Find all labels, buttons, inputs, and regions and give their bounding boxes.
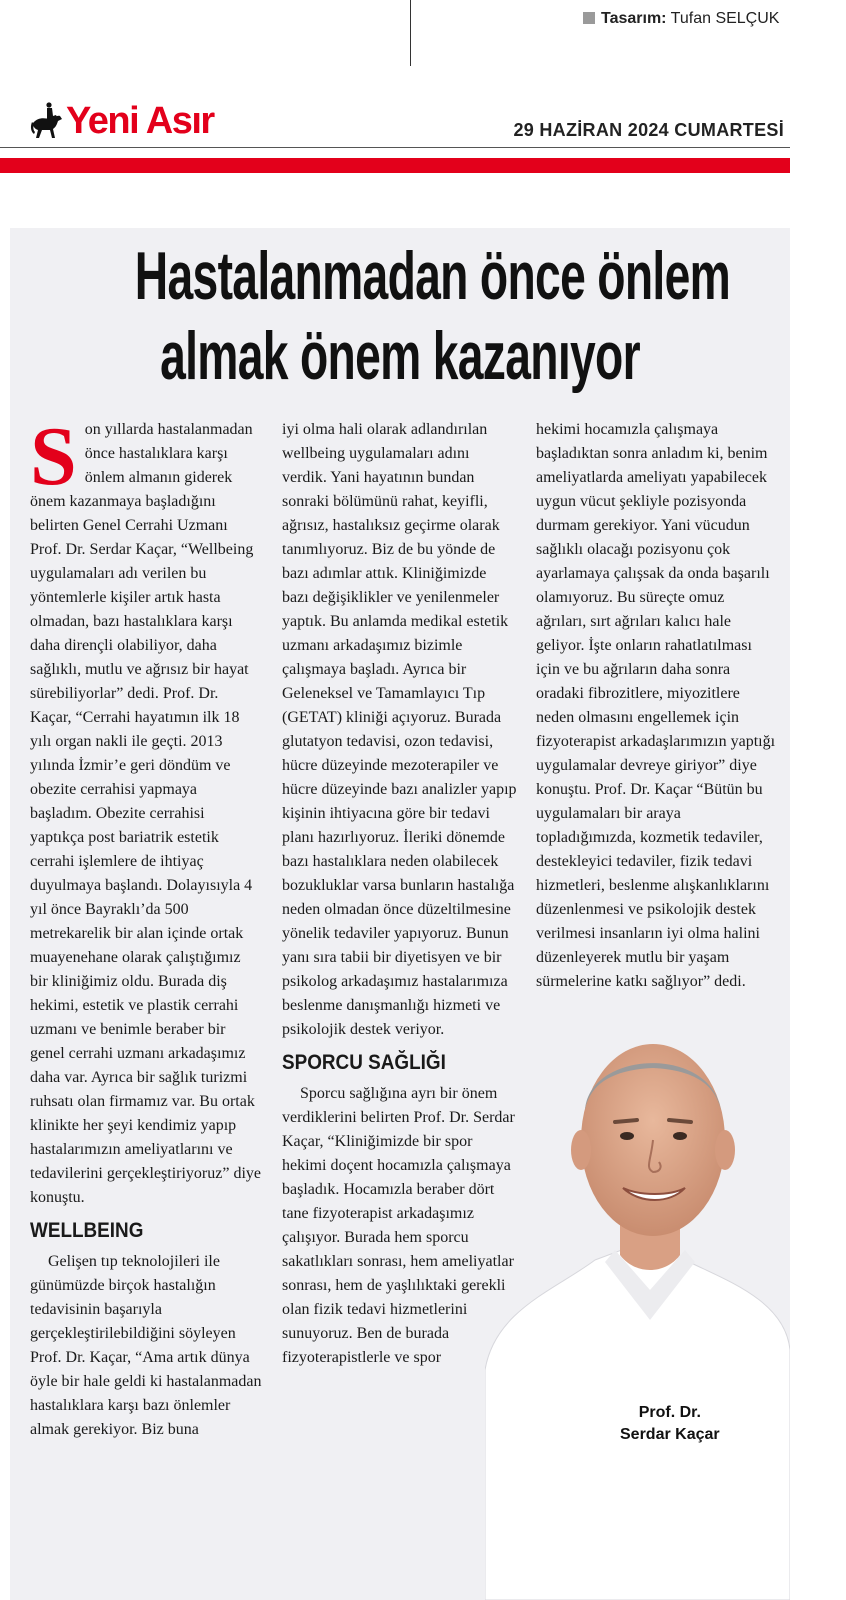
square-bullet-icon: [583, 12, 595, 24]
portrait-photo: [485, 990, 790, 1600]
logo-text: Yeni Asır: [66, 100, 214, 142]
article-column-3: [536, 418, 776, 994]
header-rule: [0, 147, 790, 148]
paragraph: [30, 410, 262, 1210]
caption-title: Prof. Dr.: [638, 1404, 701, 1421]
article-column-1: [30, 410, 262, 1442]
caption-name: Serdar Kaçar: [620, 1426, 720, 1443]
article-column-2: [282, 418, 517, 1370]
paragraph: Gelişen tıp teknolojileri ile günümüzde birçok hastalığın tedavisinin başarıyla gerçekleştirilebildiğini söyleyen Prof. Dr. Kaçar, “Ama artık dünya öyle bir hale geldi ki hastalanmadan hastalıklara karşı bazı önlemler almak gerekiyor. Biz buna: [30, 1253, 262, 1438]
paragraph: iyi olma hali olarak adlandırılan wellbeing uygulamaları adını verdik. Yani hayatının bundan sonraki bölümünü rahat, keyifli, ağrısız, hastalıksız geçirme olarak tanımlıyoruz. Biz de bu yönde de bazı adımlar attık. Kliniğimizde bazı değişiklikler ve yenilenmeler yaptık. Bu anlamda medikal estetik uzmanı arkadaşımız bizimle çalışmaya başladı. Ayrıca bir Geleneksel ve Tamamlayıcı Tıp (GETAT) kliniği açıyoruz. Burada glutatyon tedavisi, ozon tedavisi, hücre düzeyinde mezoterapiler ve hücre düzeyinde bazı analizler yapıp kişinin ihtiyacına göre bir tedavi planı hazırlıyoruz. İleriki dönemde bazı hastalıklara neden olabilecek bozukluklar varsa bunların hastalığa neden olmadan önce düzeltilmesine yönelik tedaviler yapıyoruz. Bunun yanı sıra tabii bir diyetisyen ve bir psikolog arkadaşımız hastalarımıza beslenme danışmanlığı hizmeti ve psikolojik destek veriyor.: [282, 421, 517, 1038]
header-red-band: [0, 158, 790, 173]
drop-cap: S: [30, 410, 77, 503]
horse-rider-icon: [30, 101, 64, 141]
header-divider: [410, 0, 411, 66]
subheading-wellbeing: WELLBEING: [30, 1219, 144, 1242]
issue-date: 29 HAZİRAN 2024 CUMARTESİ: [513, 120, 784, 140]
photo-caption: [620, 1402, 720, 1446]
designer-name: Tufan SELÇUK: [670, 10, 780, 27]
designer-credit: [583, 10, 779, 28]
designer-label: Tasarım:: [601, 10, 667, 27]
newspaper-logo: [30, 96, 214, 146]
paragraph-text: on yıllarda hastalanmadan önce hastalıklara karşı önlem almanın giderek önem kazanmaya başladığını belirten Genel Cerrahi Uzmanı Prof. Dr. Serdar Kaçar, “Wellbeing uygulamaları adı verilen bu yöntemlerle kişiler artık hasta olmadan, bazı hastalıklara karşı daha dirençli olabiliyor, daha sağlıklı, mutlu ve ağrısız bir hayat sürebiliyorlar” dedi. Prof. Dr. Kaçar, “Cerrahi hayatımın ilk 18 yılı organ nakli ile geçti. 2013 yılında İzmir’e geri döndüm ve obezite cerrahisi yapmaya başladım. Obezite cerrahisi yaptıkça post bariatrik estetik cerrahi işlemlere de ihtiyaç duyulmaya başlandı. Dolayısıyla 4 yıl önce Bayraklı’da 500 metrekarelik bir alan içinde ortak muayenehane olarak çalıştığımız bir kliniğimiz oldu. Burada diş hekimi, estetik ve plastik cerrahi uzmanı ve benimle beraber bir genel cerrahi uzmanı arkadaşımız daha var. Ayrıca bir sağlık turizmi ruhsatı olan firmamız var. Bu ortak klinikte her şeyi kendimiz yapıp hastalarımızın ameliyatlarını ve tedavilerini gerçekleştiriyoruz” diye konuştu.: [30, 421, 262, 1206]
paragraph: Sporcu sağlığına ayrı bir önem verdiklerini belirten Prof. Dr. Serdar Kaçar, “Kliniğimizde bir spor hekimi doçent hocamızla çalışmaya başladık. Hocamızla beraber dört tane fizyoterapist arkadaşımız çalışıyor. Burada hem sporcu sakatlıkları sonrası, hem ameliyatlar sonrası, hem de yaşlılıktaki gerekli olan fizik tedavi hizmetlerini sunuyoruz. Ben de burada fizyoterapistlerle ve spor: [282, 1085, 515, 1366]
paragraph: hekimi hocamızla çalışmaya başladıktan sonra anladım ki, benim ameliyatlarda ameliyatı yapabilecek uygun vücut şekliyle pozisyonda durmam gerekiyor. Yani vücudun sağlıklı olacağı pozisyonu çok ayarlamaya çalışsak da onda başarılı olamıyoruz. Bu süreçte omuz ağrıları, sırt ağrıları kalıcı hale geliyor. İşte onların rahatlatılması için ve bu ağrıların daha sonra oradaki fibrozitlere, miyozitlere neden olmasını engellemek için fizyoterapist arkadaşlarımızın yaptığı uygulamalar devreye giriyor” diye konuştu. Prof. Dr. Kaçar “Bütün bu uygulamaları bir araya topladığımızda, kozmetik tedaviler, destekleyici tedaviler, fizik tedavi hizmetleri, beslenme alışkanlıklarını düzenlenmesi ve psikolojik destek verilmesi insanların iyi olma halini düzenleyerek mutlu bir yaşam sürmelerine katkı sağlıyor” dedi.: [536, 421, 776, 990]
headline-line-1: Hastalanmadan önce önlem: [134, 238, 731, 314]
headline: [10, 236, 790, 396]
subheading-sporcu-sagligi: SPORCU SAĞLIĞI: [282, 1051, 446, 1074]
headline-line-2: almak önem kazanıyor: [160, 318, 640, 394]
